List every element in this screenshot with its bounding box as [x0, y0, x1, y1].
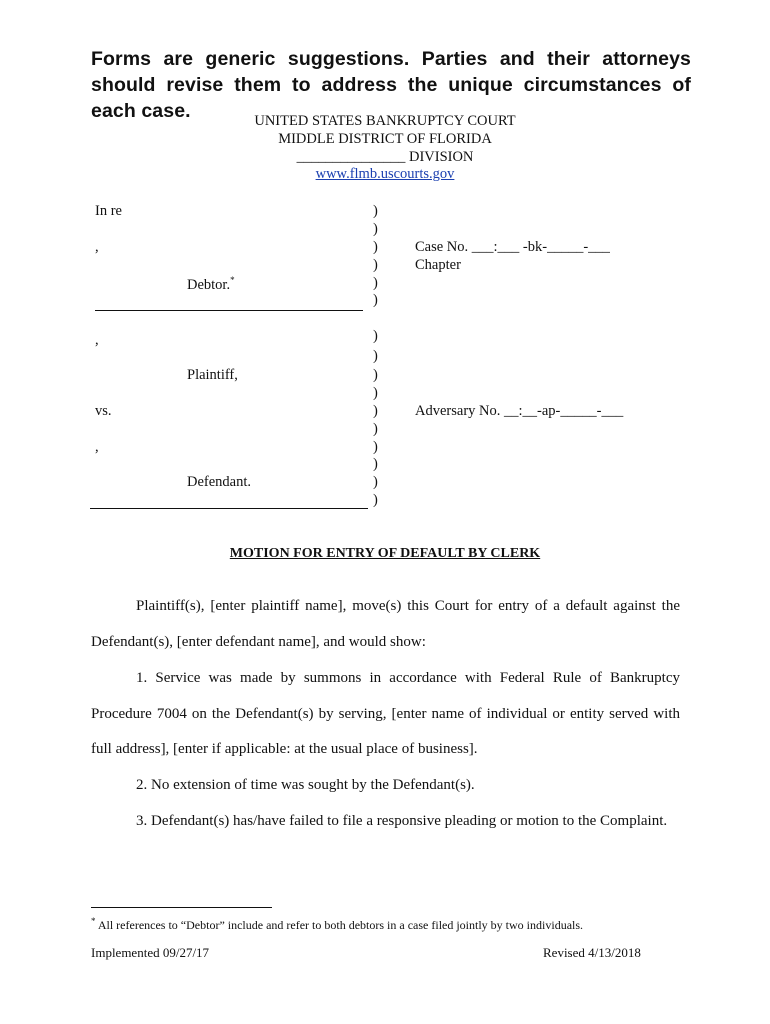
- caption-paren: ): [373, 275, 378, 291]
- caption-divider-2: [90, 508, 368, 509]
- court-name: UNITED STATES BANKRUPTCY COURT: [254, 113, 516, 129]
- motion-intro-line: Plaintiff(s), [enter plaintiff name], move(s) this Court for entry of a default against the: [136, 598, 680, 614]
- debtor-name-comma: ,: [95, 239, 99, 255]
- item-2: 2. No extension of time was sought by the Defendant(s).: [136, 777, 475, 793]
- court-district: MIDDLE DISTRICT OF FLORIDA: [278, 131, 492, 147]
- court-website-link[interactable]: www.flmb.uscourts.gov: [315, 166, 455, 182]
- revised-date: Revised 4/13/2018: [543, 945, 641, 960]
- caption-paren: ): [373, 492, 378, 508]
- caption-paren: ): [373, 421, 378, 437]
- caption-paren: ): [373, 328, 378, 344]
- caption-divider-1: [95, 310, 363, 311]
- chapter-field[interactable]: Chapter: [415, 257, 461, 273]
- court-website-line: [0, 166, 770, 183]
- motion-title: MOTION FOR ENTRY OF DEFAULT BY CLERK: [229, 546, 541, 561]
- item-3: 3. Defendant(s) has/have failed to file a responsive pleading or motion to the Complaint.: [136, 813, 668, 829]
- caption-paren: ): [373, 239, 378, 255]
- case-number-field[interactable]: Case No. ___:___ -bk-_____-___: [415, 239, 610, 255]
- caption-paren: ): [373, 257, 378, 273]
- item-1-line: Procedure 7004 on the Defendant(s) by serving, [enter name of individual or entity served with: [91, 706, 680, 722]
- caption-paren: ): [373, 403, 378, 419]
- footnote-mark: *: [91, 916, 96, 926]
- item-1-line: 1. Service was made by summons in accordance with Federal Rule of Bankruptcy: [136, 670, 680, 686]
- debtor-label: Debtor.*: [187, 275, 235, 293]
- court-division: [0, 149, 770, 166]
- defendant-name-comma: ,: [95, 439, 99, 455]
- plaintiff-name-comma: ,: [95, 332, 99, 348]
- motion-intro-line: Defendant(s), [enter defendant name], and would show:: [91, 634, 426, 650]
- caption-paren: ): [373, 221, 378, 237]
- footnote-reference: *: [230, 275, 235, 285]
- division-blank[interactable]: _______________: [296, 149, 406, 165]
- caption-paren: ): [373, 474, 378, 490]
- caption-paren: ): [373, 456, 378, 472]
- caption-paren: ): [373, 292, 378, 308]
- caption-paren: ): [373, 348, 378, 364]
- form-notice: Forms are generic suggestions. Parties and their attorneys should revise them to address the unique circumstances of each case.: [91, 48, 691, 122]
- caption-paren: ): [373, 439, 378, 455]
- division-label: DIVISION: [405, 149, 474, 165]
- caption-paren: ): [373, 367, 378, 383]
- footnote-separator: [91, 907, 272, 908]
- defendant-label: Defendant.: [187, 474, 252, 490]
- adversary-number-field[interactable]: Adversary No. __:__-ap-_____-___: [415, 403, 624, 419]
- caption-paren: ): [373, 385, 378, 401]
- footnote: [91, 916, 583, 933]
- caption-paren: ): [373, 203, 378, 219]
- in-re-label: In re: [95, 203, 122, 219]
- vs-label: vs.: [95, 403, 112, 419]
- plaintiff-label: Plaintiff,: [187, 367, 238, 383]
- footnote-text: All references to “Debtor” include and refer to both debtors in a case filed jointly by two individuals.: [95, 918, 584, 932]
- implemented-date: Implemented 09/27/17: [91, 945, 210, 960]
- item-1-line: full address], [enter if applicable: at the usual place of business].: [91, 741, 478, 757]
